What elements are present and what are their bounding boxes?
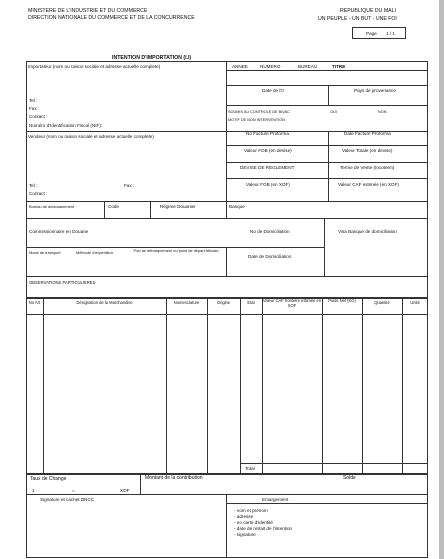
page-box (352, 27, 406, 39)
col-etat: Etat (247, 300, 255, 305)
republic-name: REPUBLIQUE DU MALI (340, 8, 396, 14)
annee-label: ANNEE (232, 64, 248, 69)
code-label: Code (108, 204, 119, 209)
form-upper-frame (26, 61, 428, 298)
valeur-totale-devise-label: Valeur Totale (en devise) (342, 148, 393, 153)
col-quantite: Quantité (374, 300, 390, 305)
col-origine: Origine (216, 300, 231, 305)
directorate-name: DIRECTION NATIONALE DU COMMERCE ET DE LA CONCURRENCE (28, 15, 195, 21)
emargement-item: - signature (234, 532, 256, 537)
port-debarquement-label: Port de débarquement ou point de départ Africain (133, 248, 219, 253)
col-nomenclature: Nomenclature (173, 300, 200, 305)
ministry-name: MINISTERE DE L'INDUSTRIE ET DU COMMERCE (28, 8, 148, 14)
bureau-dedouanement-label: Bureau de dédouanement (29, 204, 74, 209)
motif-label: MOTIF DE NON INTERVENTION (228, 118, 285, 122)
form-title: INTENTION D'IMPORTATION (I.I) (112, 55, 192, 61)
visa-banque-label: Visa Banque de domiciliation (338, 229, 397, 234)
merchandise-table (26, 298, 428, 474)
signature-label: Signature et cachet DNCC (40, 497, 95, 502)
total-label: Total (245, 466, 255, 471)
bivac-oui: OUI (330, 110, 337, 114)
no-facture-label: No Facture Proforma (246, 131, 289, 136)
emargement-item: - nom et prénom (234, 508, 268, 513)
valeur-caf-xof-label: Valeur CAF estimée (en XOF) (338, 182, 399, 187)
emargement-item: - no carte d'identité (234, 520, 273, 525)
regime-douanier-label: Régime Douanier (160, 204, 196, 209)
pays-provenance-label: Pays de provenance (354, 88, 396, 93)
importer-label: Importateur (nom ou raison sociale et adresse actuelle complete) (28, 64, 161, 69)
scan-edge (439, 0, 444, 559)
valeur-fob-devise-label: Valeur FOB (en devise) (244, 148, 292, 153)
bivac-label: SOUMIS AU CONTROLE DE BIVAC (228, 110, 290, 114)
banque-label: Banque (229, 204, 245, 209)
date-facture-label: Date Facture Proforma (344, 131, 391, 136)
col-unite: Unité (410, 300, 420, 305)
vendeur-label: Vendeur (nom ou raison sociale et adresse actuelle complete) (28, 134, 154, 139)
col-poids-net: Poids Net (KG) (328, 298, 356, 303)
vendeur-fax: Fax : (124, 183, 135, 188)
bureau-label: BUREAU (298, 64, 318, 69)
importer-nif: Numéro d'Identification Fiscal (NIF): (29, 123, 103, 128)
emargement-item: - adresse (234, 514, 254, 519)
importer-fax: Fax : (29, 106, 40, 111)
methode-expedition-label: Méthode d'expédition (76, 250, 113, 255)
page-number: 1 / 1 (386, 31, 395, 36)
taux-left-value: 1 (32, 488, 35, 493)
col-no-art: No Art (28, 300, 41, 305)
bivac-non: NON (378, 110, 387, 114)
emargement-item: - date de retrait de l'intention (234, 526, 293, 531)
vendeur-tel: Tel : (29, 183, 38, 188)
col-designation: Désignation de la Marchandise (76, 300, 133, 305)
importer-contact: Contact : (29, 114, 48, 119)
terme-vente-label: Terme de Vente (Incoterm) (340, 165, 395, 170)
date-ii-label: Date de l'II (262, 88, 284, 93)
titre-label: TITRE (332, 64, 346, 69)
taux-currency: XOF (120, 488, 130, 493)
solde-label: Solde (343, 475, 356, 481)
taux-change-label: Taux de Change (30, 476, 67, 482)
footer-frame (26, 474, 428, 558)
vendeur-contact: Contact : (29, 191, 48, 196)
valeur-fob-xof-label: Valeur FOB (en XOF) (246, 182, 290, 187)
emargement-label: Emargement (262, 497, 289, 502)
no-domiciliation-label: No de Domiciliation (250, 229, 290, 234)
page-label: Page (366, 31, 377, 36)
observations-label: OBSERVATIONS PARTICULIERES (29, 280, 96, 285)
commissionnaire-label: Commissionnaire en Douane (29, 229, 89, 234)
montant-contribution-label: Montant de la contribution (145, 475, 203, 481)
col-valeur-caf: Valeur CAF frontière estimée en XOF (262, 298, 322, 308)
mode-transport-label: Mode de transport (29, 250, 61, 255)
national-motto: UN PEUPLE - UN BUT - UNE FOI (318, 16, 397, 22)
numero-label: NUMERO (260, 64, 281, 69)
devise-reglement-label: DEVISE DE REGLEMENT (240, 165, 295, 170)
importer-tel: Tel : (29, 98, 38, 103)
taux-equals: = (72, 488, 75, 493)
date-domiciliation-label: Date de Domiciliation (248, 254, 292, 259)
